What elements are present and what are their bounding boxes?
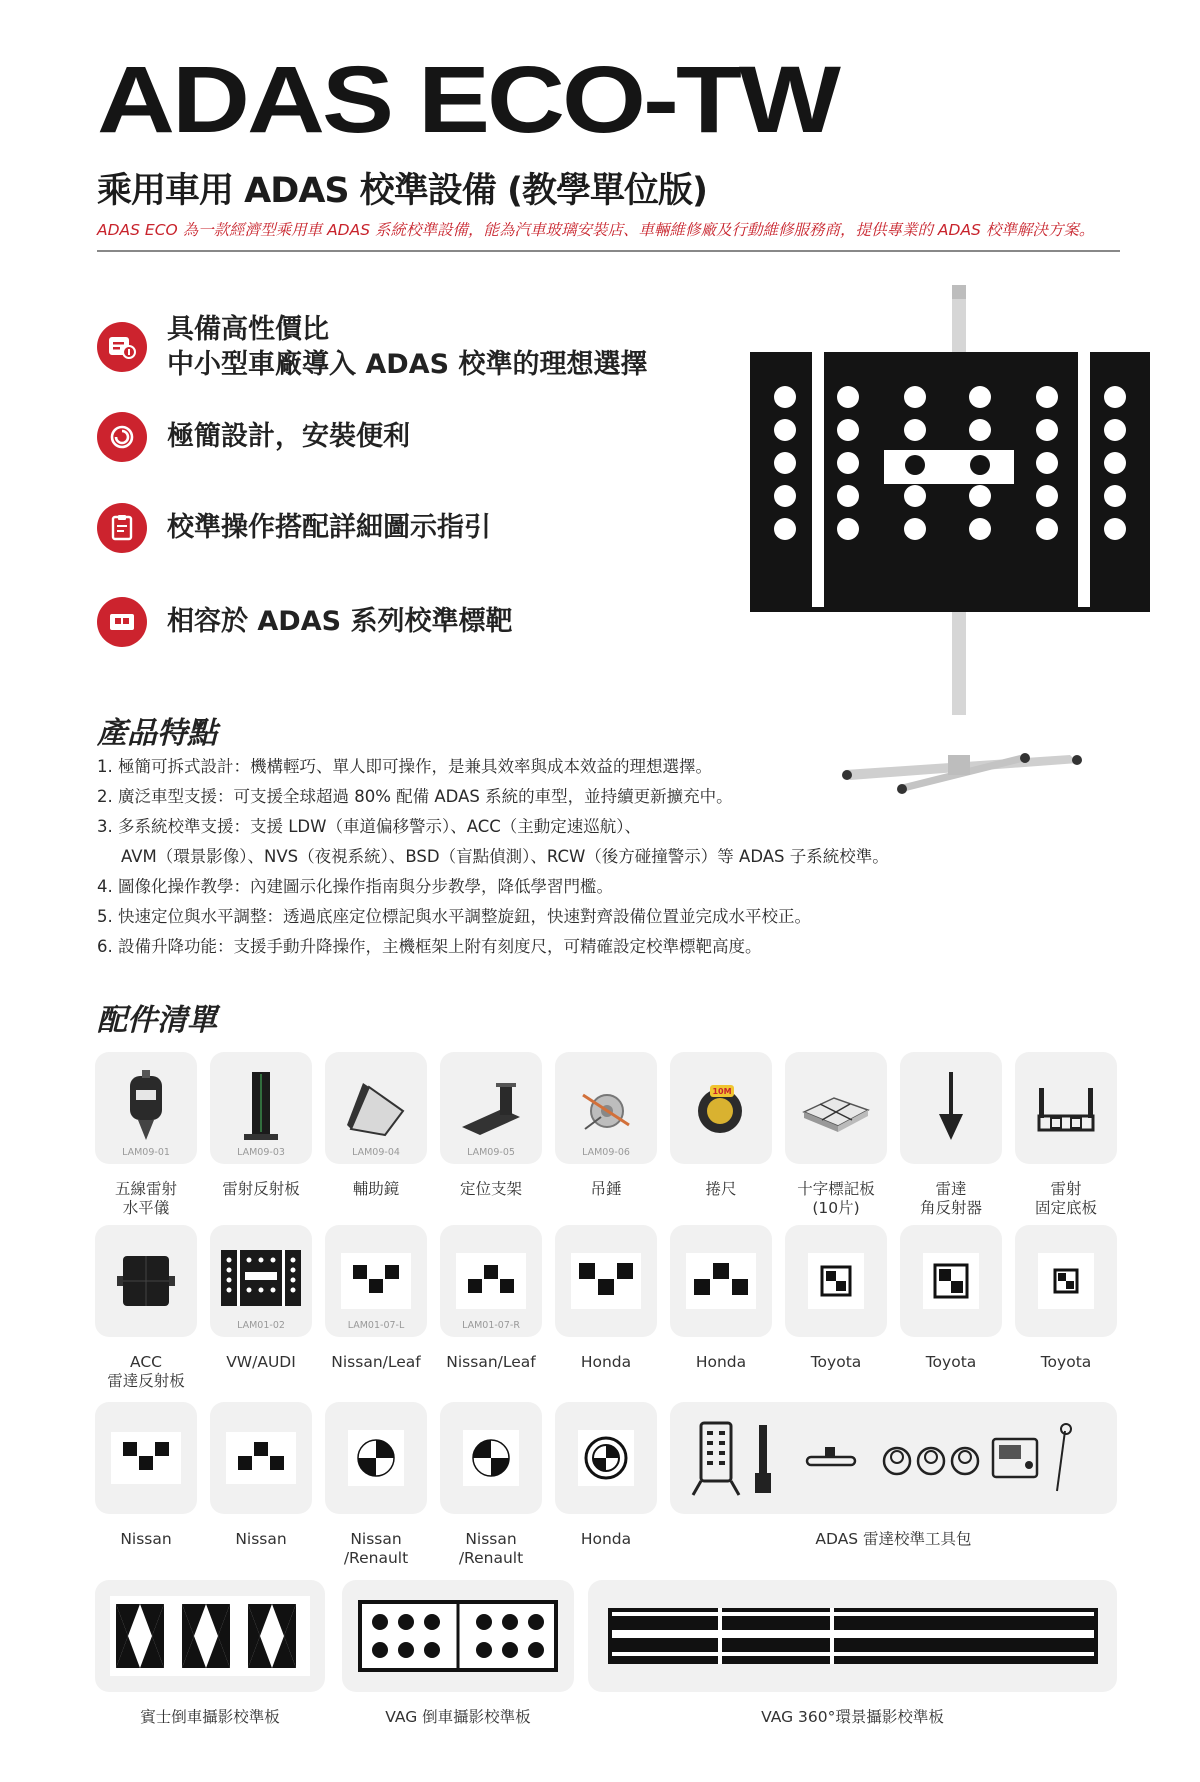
accessory-tile-nissan-leaf-l <box>325 1225 427 1337</box>
spec-item: 5. 快速定位與水平調整：透過底座定位標記與水平調整旋鈕，快速對齊設備位置並完成水平校正。 <box>97 907 811 926</box>
accessory-label: 吊錘 <box>590 1180 622 1198</box>
accessory-tile-nissan-leaf-r <box>440 1225 542 1337</box>
radar-tool-kit-icon <box>679 1413 1109 1503</box>
spec-item: 3. 多系統校準支援：支援 LDW（車道偏移警示）、ACC（主動定速巡航）、 <box>97 817 641 836</box>
accessory-tile-toyota-3 <box>1015 1225 1117 1337</box>
acc-reflector-icon <box>111 1246 181 1316</box>
accessory-code: LAM09-03 <box>237 1147 285 1158</box>
accessory-tile-honda-2 <box>670 1225 772 1337</box>
accessory-code: LAM09-04 <box>352 1147 400 1158</box>
mirror-icon <box>343 1073 409 1143</box>
accessory-label: Nissan/Leaf <box>446 1353 536 1371</box>
accessory-code: LAM09-05 <box>467 1147 515 1158</box>
accessory-tile-positioning-bracket <box>440 1052 542 1164</box>
accessory-label: ACC 雷達反射板 <box>107 1353 185 1391</box>
product-subtitle: 乘用車用 ADAS 校準設備 (教學單位版) <box>97 171 707 211</box>
nissan-renault-target-icon <box>348 1430 404 1486</box>
spec-item: 1. 極簡可拆式設計：機構輕巧、單人即可操作，是兼具效率與成本效益的理想選擇。 <box>97 757 712 776</box>
spec-item: 2. 廣泛車型支援：可支援全球超過 80% 配備 ADAS 系統的車型，並持續更新擴充中。 <box>97 787 733 806</box>
accessory-code: LAM09-01 <box>122 1147 170 1158</box>
accessory-tile-mirror <box>325 1052 427 1164</box>
toyota-target-icon <box>808 1253 864 1309</box>
clipboard-icon <box>97 503 147 553</box>
accessory-label: VAG 倒車攝影校準板 <box>385 1708 531 1726</box>
spec-item: 6. 設備升降功能：支援手動升降操作，主機框架上附有刻度尺，可精確設定校準標靶高度。 <box>97 937 762 956</box>
accessory-label: 捲尺 <box>705 1180 737 1198</box>
toyota-target-icon <box>923 1253 979 1309</box>
accessory-tile-laser-reflector <box>210 1052 312 1164</box>
accessory-tile-vw-audi <box>210 1225 312 1337</box>
accessory-label: 賓士倒車攝影校準板 <box>140 1708 280 1726</box>
accessory-tile-laser-level <box>95 1052 197 1164</box>
price-tag-icon <box>97 322 147 372</box>
accessory-tile-honda-circle <box>555 1402 657 1514</box>
vag-camera-board-icon <box>358 1600 558 1672</box>
accessory-label: Honda <box>580 1530 632 1548</box>
vag-360-board-icon <box>608 1608 1098 1664</box>
tape-measure-icon <box>686 1073 756 1143</box>
accessory-label: 雷射 固定底板 <box>1034 1180 1097 1218</box>
accessory-code: LAM01-07-L <box>347 1320 405 1331</box>
accessory-label: Toyota <box>1040 1353 1092 1371</box>
accessories-title: 配件清單 <box>97 1003 217 1038</box>
nissan-target-icon <box>226 1432 296 1484</box>
accessory-tile-cross-marker <box>785 1052 887 1164</box>
accessory-tile-laser-base-plate <box>1015 1052 1117 1164</box>
feature-item-compatible <box>97 597 512 647</box>
accessory-tile-plumb-bob <box>555 1052 657 1164</box>
accessory-label: Toyota <box>925 1353 977 1371</box>
accessory-tile-toyota-1 <box>785 1225 887 1337</box>
toyota-target-icon <box>1038 1253 1094 1309</box>
accessory-label: Nissan /Renault <box>343 1530 409 1568</box>
accessory-label: ADAS 雷達校準工具包 <box>815 1530 972 1548</box>
accessory-code: LAM01-02 <box>237 1320 285 1331</box>
accessory-tile-corner-reflector <box>900 1052 1002 1164</box>
accessory-tile-vag-camera-board <box>342 1580 574 1692</box>
product-title: ADAS ECO-TW <box>97 45 838 153</box>
accessory-tile-nissan-2 <box>210 1402 312 1514</box>
accessory-tile-nissan-renault-1 <box>325 1402 427 1514</box>
accessory-label: 定位支架 <box>459 1180 522 1198</box>
accessory-tile-tape-measure <box>670 1052 772 1164</box>
nissan-leaf-target-icon <box>456 1253 526 1309</box>
accessory-tile-radar-tool-kit <box>670 1402 1117 1514</box>
corner-reflector-icon <box>926 1068 976 1148</box>
accessory-label: 雷射反射板 <box>222 1180 300 1198</box>
nissan-leaf-target-icon <box>341 1253 411 1309</box>
accessory-code: LAM09-06 <box>582 1147 630 1158</box>
accessory-tile-nissan-1 <box>95 1402 197 1514</box>
accessory-code: LAM01-07-R <box>462 1320 520 1331</box>
feature-line: 具備高性價比 <box>167 314 329 345</box>
laser-base-plate-icon <box>1031 1078 1101 1138</box>
vw-audi-target-icon <box>219 1248 303 1314</box>
specs-list <box>97 752 997 962</box>
accessory-tile-benz-camera-board <box>95 1580 325 1692</box>
nissan-target-icon <box>111 1432 181 1484</box>
adas-eco-target-stand-image <box>750 285 1170 815</box>
accessory-label: Nissan/Leaf <box>331 1353 421 1371</box>
accessory-label: VW/AUDI <box>226 1353 296 1371</box>
specs-title: 產品特點 <box>97 716 217 751</box>
feature-item-guide <box>97 503 491 553</box>
feature-item-design <box>97 412 410 462</box>
accessory-label: Nissan <box>235 1530 287 1548</box>
honda-circle-target-icon <box>578 1430 634 1486</box>
accessory-label: 十字標記板 (10片) <box>797 1180 875 1218</box>
accessory-label: 五線雷射 水平儀 <box>114 1180 177 1218</box>
benz-camera-board-icon <box>110 1596 310 1676</box>
tagline: ADAS ECO 為一款經濟型乘用車 ADAS 系統校準設備，能為汽車玻璃安裝店、車輛維修廠及行動維修服務商，提供專業的 ADAS 校準解決方案。 <box>97 221 1095 239</box>
swirl-icon <box>97 412 147 462</box>
spec-item: AVM（環景影像）、NVS（夜視系統）、BSD（盲點偵測）、RCW（後方碰撞警示）等 ADAS 子系統校準。 <box>121 847 889 866</box>
accessory-label: 輔助鏡 <box>352 1180 400 1198</box>
nissan-renault-target-icon <box>463 1430 519 1486</box>
accessory-label: Nissan /Renault <box>458 1530 524 1568</box>
spec-item: 4. 圖像化操作教學：內建圖示化操作指南與分步教學，降低學習門檻。 <box>97 877 613 896</box>
accessory-tile-nissan-renault-2 <box>440 1402 542 1514</box>
feature-line: 中小型車廠導入 ADAS 校準的理想選擇 <box>167 349 648 381</box>
laser-reflector-icon <box>236 1068 286 1148</box>
feature-line: 相容於 ADAS 系列校準標靶 <box>167 606 513 638</box>
feature-line: 極簡設計，安裝便利 <box>167 421 410 453</box>
laser-level-icon <box>116 1068 176 1148</box>
tape-measure-label: 10M <box>712 1087 732 1096</box>
accessory-label: 雷達 角反射器 <box>919 1180 982 1218</box>
target-board-icon <box>97 597 147 647</box>
plumb-bob-icon <box>571 1073 641 1143</box>
accessory-label: Toyota <box>810 1353 862 1371</box>
header-divider <box>97 250 1120 252</box>
honda-target-icon <box>686 1253 756 1309</box>
accessory-tile-toyota-2 <box>900 1225 1002 1337</box>
feature-line: 校準操作搭配詳細圖示指引 <box>167 512 491 544</box>
accessory-label: VAG 360°環景攝影校準板 <box>761 1708 944 1726</box>
accessory-label: Honda <box>695 1353 747 1371</box>
feature-item-value <box>97 312 647 382</box>
cross-marker-icon <box>798 1076 874 1140</box>
accessory-label: Honda <box>580 1353 632 1371</box>
accessory-label: Nissan <box>120 1530 172 1548</box>
accessory-tile-vag-360-board <box>588 1580 1117 1692</box>
accessory-tile-acc-reflector <box>95 1225 197 1337</box>
positioning-bracket-icon <box>456 1073 526 1143</box>
honda-target-icon <box>571 1253 641 1309</box>
accessory-tile-honda-1 <box>555 1225 657 1337</box>
